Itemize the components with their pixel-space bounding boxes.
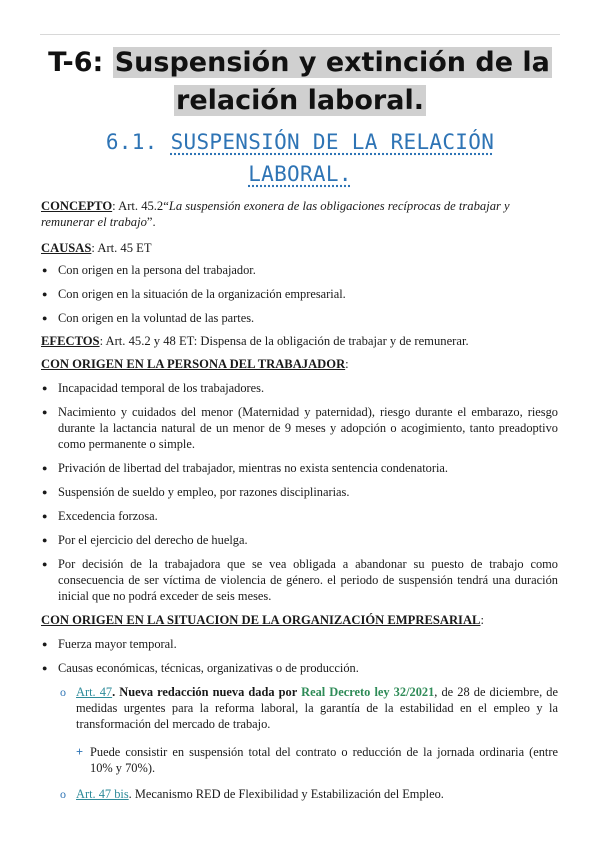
concepto-quote: La suspensión exonera de las obligaciones recíprocas de trabajar y remunerar el trabajo [41, 199, 510, 229]
sub-sub-list-item [76, 744, 558, 776]
concepto-paragraph [41, 198, 559, 230]
bullet-icon: ● [42, 511, 48, 521]
sub2-rest: . Mecanismo RED de Flexibilidad y Estabilización del Empleo. [128, 787, 444, 801]
list-item-text: Nacimiento y cuidados del menor (Maternidad y paternidad), riesgo durante el embarazo, riesgo durante la lactancia natural de un menor de 9 meses y adopción o acogimiento, tanto preadoptivo como permanente o simple. [58, 405, 558, 451]
sub-list-item [60, 786, 558, 802]
list-item [42, 460, 558, 476]
bullet-icon: ● [42, 535, 48, 545]
list-item-text: Suspensión de sueldo y empleo, por razones disciplinarias. [58, 485, 350, 499]
section-heading-2 [30, 158, 570, 190]
empresa-heading [41, 612, 559, 628]
bullet-icon: ● [42, 313, 48, 323]
list-item [42, 310, 558, 326]
section-heading-line-2: LABORAL. [248, 162, 352, 186]
plus-bullet-icon: + [76, 745, 84, 759]
list-item-text: Con origen en la voluntad de las partes. [58, 311, 255, 325]
persona-heading [41, 356, 559, 372]
art-47-bis-link[interactable]: Art. 47 bis [76, 787, 129, 801]
list-item-text: Con origen en la persona del trabajador. [58, 263, 256, 277]
page-title-2 [30, 82, 570, 120]
list-item [42, 636, 558, 652]
sub-list-item [60, 684, 558, 732]
sub1-rest: , de 28 de diciembre, de medidas urgentes para la reforma laboral, la garantía de la estabilidad en el empleo y la transformación del mercado de trabajo. [76, 685, 558, 731]
causas-line [41, 240, 559, 256]
list-item-text: Incapacidad temporal de los trabajadores. [58, 381, 265, 395]
efectos-line [41, 333, 559, 349]
concepto-end: ”. [146, 215, 156, 229]
title-prefix: T-6: [48, 47, 113, 78]
bullet-icon: ● [42, 265, 48, 275]
concepto-label: CONCEPTO [41, 199, 113, 213]
list-item [42, 556, 558, 604]
section-heading-line-1: SUSPENSIÓN DE LA RELACIÓN [170, 130, 495, 154]
real-decreto-text: Real Decreto ley 32/2021 [301, 685, 435, 699]
empresa-heading-text: CON ORIGEN EN LA SITUACION DE LA ORGANIZACIÓN EMPRESARIAL [41, 613, 481, 627]
sub-list-item-text [76, 684, 558, 732]
list-item [42, 262, 558, 278]
bullet-icon: ● [42, 559, 48, 569]
bullet-icon: ● [42, 407, 48, 417]
causas-text: : Art. 45 ET [91, 241, 152, 255]
title-line-2: relación laboral. [176, 85, 424, 116]
circle-bullet-icon: o [60, 685, 66, 699]
list-item-text: Privación de libertad del trabajador, mientras no exista sentencia condenatoria. [58, 461, 449, 475]
list-item-text: Excedencia forzosa. [58, 509, 158, 523]
causas-label: CAUSAS [41, 241, 92, 255]
list-item-text: Causas económicas, técnicas, organizativas o de producción. [58, 661, 359, 675]
list-item [42, 404, 558, 452]
efectos-text: : Art. 45.2 y 48 ET: Dispensa de la obligación de trabajar y de remunerar. [99, 334, 469, 348]
list-item-text: Fuerza mayor temporal. [58, 637, 177, 651]
list-item [42, 286, 558, 302]
art-47-link[interactable]: Art. 47 [76, 685, 113, 699]
bullet-icon: ● [42, 289, 48, 299]
page-title [30, 44, 570, 82]
bullet-icon: ● [42, 639, 48, 649]
list-item [42, 484, 558, 500]
persona-heading-colon: : [345, 357, 349, 371]
concepto-sep: : Art. 45.2“ [112, 199, 169, 213]
circle-bullet-icon: o [60, 787, 66, 801]
section-heading [30, 126, 570, 158]
sub1-bold: . Nueva redacción nueva dada por [112, 685, 302, 699]
list-item-text: Por decisión de la trabajadora que se vea obligada a abandonar su puesto de trabajo como consecuencia de ser víctima de violencia de género. el periodo de suspensión tendrá una duración inicial que no podrá exceder de seis meses. [58, 557, 558, 603]
title-line-1: Suspensión y extinción de la [114, 47, 550, 78]
list-item [42, 532, 558, 548]
top-rule [40, 34, 560, 35]
list-item [42, 660, 558, 676]
sub-list-item-text [76, 786, 558, 802]
list-item-text: Por el ejercicio del derecho de huelga. [58, 533, 248, 547]
efectos-label: EFECTOS [41, 334, 100, 348]
persona-heading-text: CON ORIGEN EN LA PERSONA DEL TRABAJADOR [41, 357, 346, 371]
list-item-text: Con origen en la situación de la organización empresarial. [58, 287, 346, 301]
empresa-heading-colon: : [480, 613, 484, 627]
bullet-icon: ● [42, 383, 48, 393]
bullet-icon: ● [42, 487, 48, 497]
sub-sub-list-item-text: Puede consistir en suspensión total del contrato o reducción de la jornada ordinaria (entre 10% y 70%). [90, 745, 558, 775]
list-item [42, 508, 558, 524]
section-number: 6.1. [105, 130, 171, 154]
bullet-icon: ● [42, 463, 48, 473]
bullet-icon: ● [42, 663, 48, 673]
list-item [42, 380, 558, 396]
